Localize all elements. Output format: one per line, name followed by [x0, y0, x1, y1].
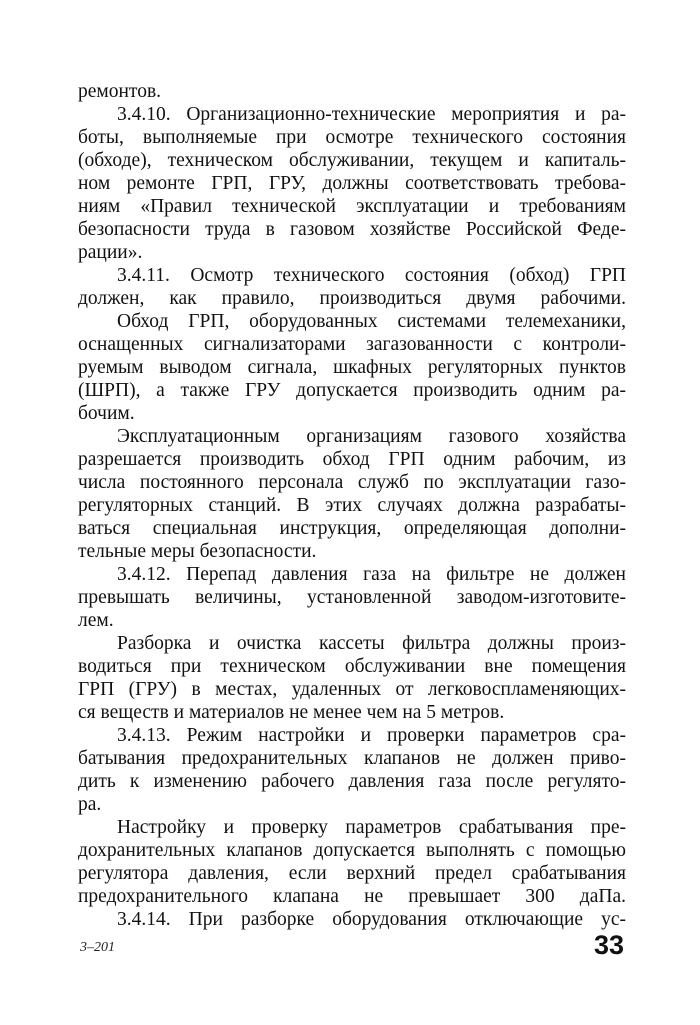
text-line: Настройку и проверку параметров срабатывания пре- — [117, 817, 626, 838]
text-line: тельные меры безопасности. — [78, 541, 317, 562]
printer-signature: 3–201 — [80, 940, 115, 955]
text-line: Разборка и очистка кассеты фильтра должны произ- — [117, 633, 626, 654]
text-line: ваться специальная инструкция, определяющая дополни- — [78, 518, 626, 539]
text-line: регулятора давления, если верхний предел срабатывания — [78, 863, 626, 884]
text-line: Эксплуатационным организациям газового хозяйства — [117, 426, 626, 447]
text-line: 3.4.13. Режим настройки и проверки параметров сра- — [117, 725, 626, 746]
text-line: ниям «Правил технической эксплуатации и требованиям — [78, 196, 626, 217]
text-line: дить к изменению рабочего давления газа после регулято- — [78, 771, 626, 792]
text-line: регуляторных станций. В этих случаях должна разрабаты- — [78, 495, 626, 516]
text-line: водиться при техническом обслуживании вне помещения — [78, 656, 626, 677]
page-number: 33 — [593, 930, 624, 960]
text-line: предохранительного клапана не превышает 300 даПа. — [78, 886, 626, 907]
text-line: Обход ГРП, оборудованных системами телемеханики, — [117, 311, 626, 332]
text-line: 3.4.12. Перепад давления газа на фильтре не должен — [117, 564, 626, 585]
text-line: бочим. — [78, 403, 135, 424]
text-line: (ШРП), а также ГРУ допускается производить одним ра- — [78, 380, 626, 401]
text-line: должен, как правило, производиться двумя рабочими. — [78, 288, 626, 309]
text-line: 3.4.14. При разборке оборудования отключающие ус- — [117, 909, 626, 930]
text-line: рации». — [78, 242, 143, 263]
text-line: ремонтов. — [78, 81, 162, 102]
text-line: лем. — [78, 610, 114, 631]
text-line: числа постоянного персонала служб по эксплуатации газо- — [78, 472, 626, 493]
text-line: превышать величины, установленной заводом-изготовите- — [78, 587, 626, 608]
text-line: ся веществ и материалов не менее чем на 5 метров. — [78, 702, 505, 723]
text-line: ра. — [78, 794, 102, 815]
text-line: 3.4.10. Организационно-технические мероприятия и ра- — [117, 104, 626, 125]
text-line: безопасности труда в газовом хозяйстве Российской Феде- — [78, 219, 626, 240]
text-line: ном ремонте ГРП, ГРУ, должны соответствовать требова- — [78, 173, 626, 194]
text-line: боты, выполняемые при осмотре технического состояния — [78, 127, 626, 148]
text-line: батывания предохранительных клапанов не должен приво- — [78, 748, 626, 769]
text-line: (обходе), техническом обслуживании, текущем и капиталь- — [78, 150, 626, 171]
text-line: руемым выводом сигнала, шкафных регуляторных пунктов — [78, 357, 626, 378]
text-line: оснащенных сигнализаторами загазованности с контроли- — [78, 334, 626, 355]
text-line: 3.4.11. Осмотр технического состояния (обход) ГРП — [117, 265, 626, 286]
text-line: дохранительных клапанов допускается выполнять с помощью — [78, 840, 626, 861]
text-line: разрешается производить обход ГРП одним рабочим, из — [78, 449, 626, 470]
page-text — [78, 80, 626, 931]
text-line: ГРП (ГРУ) в местах, удаленных от легковоспламеняющих- — [78, 679, 626, 700]
